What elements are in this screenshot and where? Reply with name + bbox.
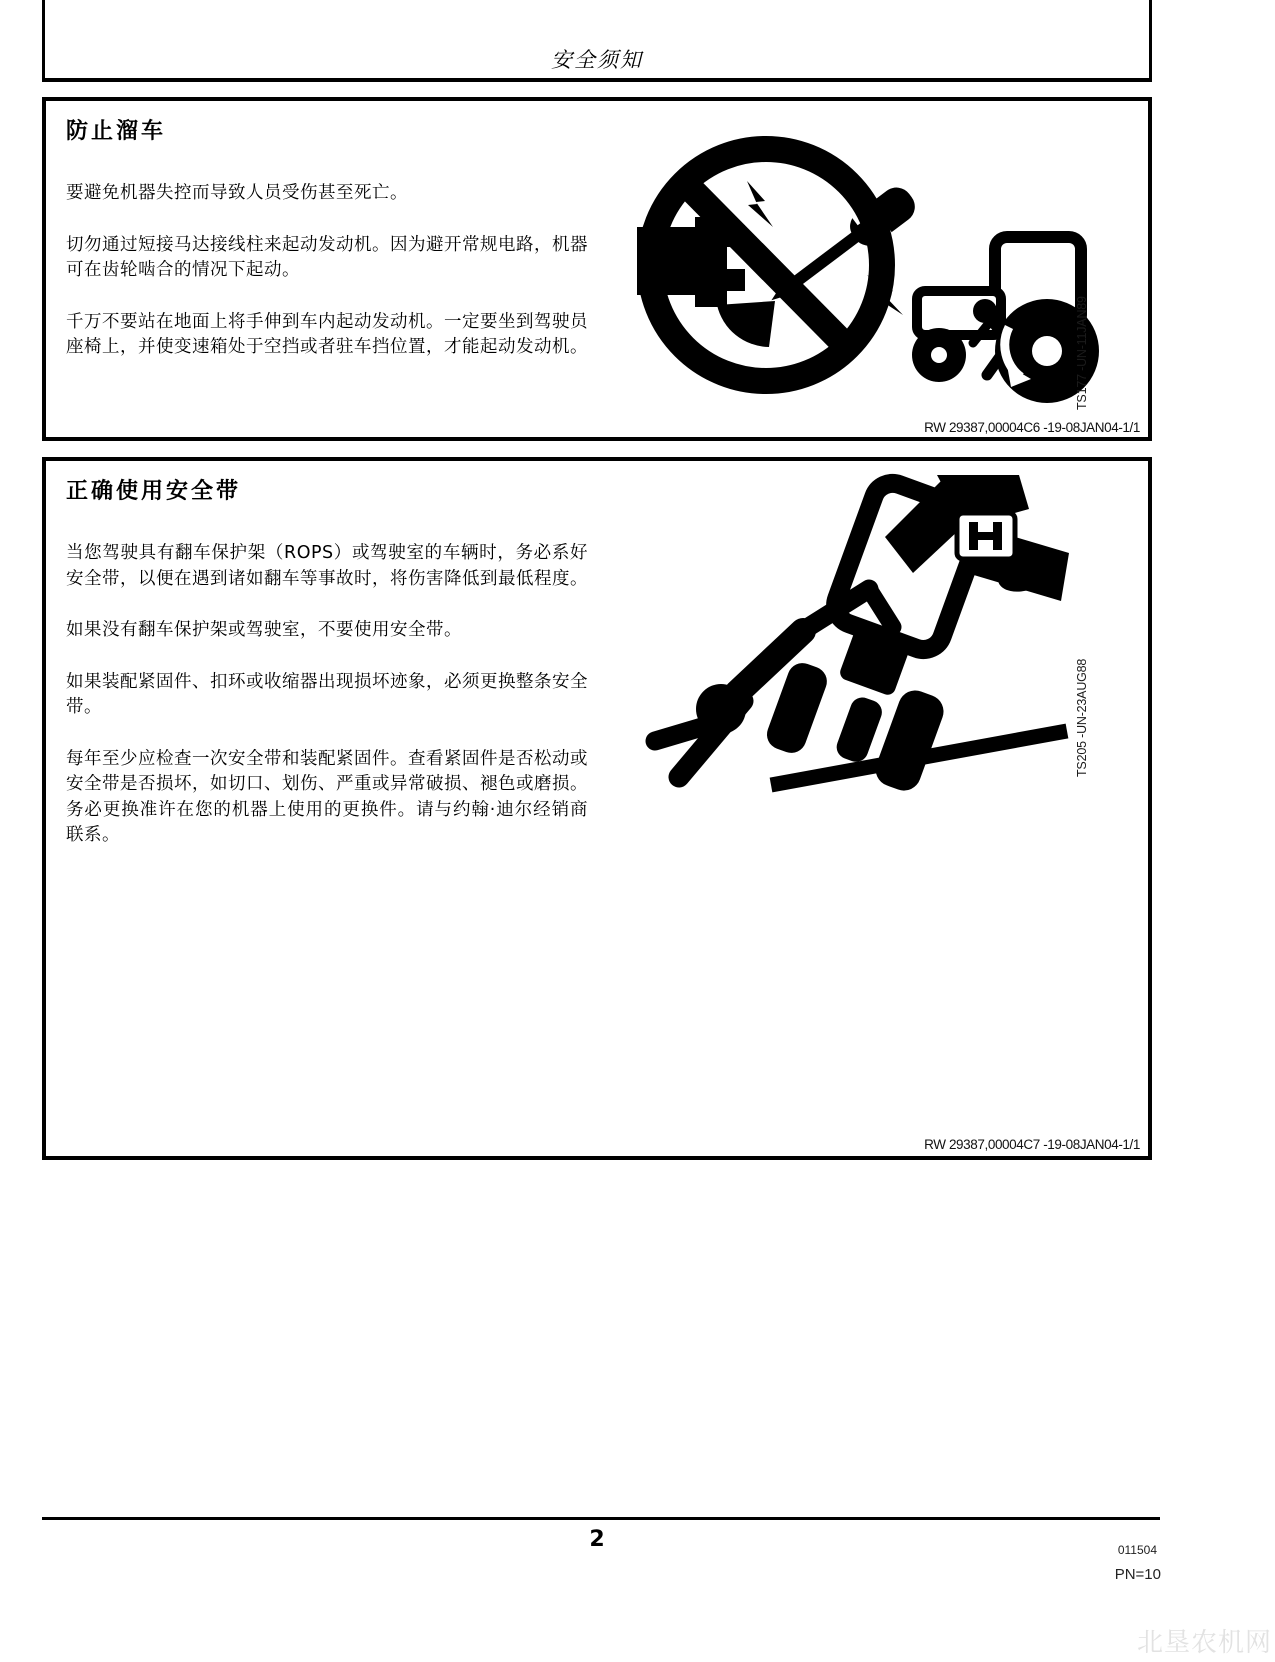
figure-id-vertical-label: TS205 -UN-23AUG88 — [1075, 658, 1089, 777]
section-title: 正确使用安全带 — [66, 479, 242, 504]
section-text-column — [66, 474, 588, 875]
section-box-prevent-runaway — [42, 97, 1152, 441]
tractor-runover-pictogram-icon — [912, 237, 1099, 403]
section-text-column — [66, 114, 588, 387]
section-paragraph: 每年至少应检查一次安全带和装配紧固件。查看紧固件是否松动或安全带是否损坏，如切口、划伤、严重或异常破损、褪色或磨损。务必更换准许在您的机器上使用的更换件。请与约翰·迪尔经销商联系。 — [66, 748, 588, 845]
figure-ref-code: RW 29387,00004C6 -19-08JAN04-1/1 — [924, 420, 1140, 435]
section-paragraph: 切勿通过短接马达接线柱来起动发动机。因为避开常规电路，机器可在齿轮啮合的情况下起动。 — [66, 234, 588, 280]
rollover-seatbelt-figure — [631, 469, 1071, 799]
footer-doc-code: 011504 — [1117, 1543, 1157, 1557]
section-paragraph: 如果装配紧固件、扣环或收缩器出现损坏迹象，必须更换整条安全带。 — [66, 671, 588, 717]
section-paragraph: 要避免机器失控而导致人员受伤甚至死亡。 — [66, 183, 408, 203]
no-bypass-start-figure — [631, 127, 1101, 427]
no-bypass-start-pictogram-icon — [637, 149, 921, 381]
section-paragraph: 当您驾驶具有翻车保护架（ROPS）或驾驶室的车辆时，务必系好安全带，以便在遇到诸如翻车等事故时，将伤害降低到最低程度。 — [66, 543, 588, 589]
watermark: 北垦农机网 — [1136, 1628, 1272, 1658]
footer-divider — [42, 1517, 1160, 1520]
footer-part-number: PN=10 — [1114, 1566, 1161, 1583]
figure-ref-code: RW 29387,00004C7 -19-08JAN04-1/1 — [924, 1137, 1140, 1152]
figure-id-vertical-label: TS177 -UN-11JAN89 — [1075, 296, 1089, 410]
section-paragraph: 如果没有翻车保护架或驾驶室，不要使用安全带。 — [66, 620, 462, 640]
section-box-seat-belt — [42, 457, 1152, 1160]
section-paragraph: 千万不要站在地面上将手伸到车内起动发动机。一定要坐到驾驶员座椅上，并使变速箱处于空挡或者驻车挡位置，才能起动发动机。 — [66, 311, 588, 357]
page-header-title: 安全须知 — [551, 48, 643, 72]
section-title: 防止溜车 — [66, 119, 167, 144]
page-header — [42, 0, 1152, 82]
page-number: 2 — [589, 1527, 605, 1552]
